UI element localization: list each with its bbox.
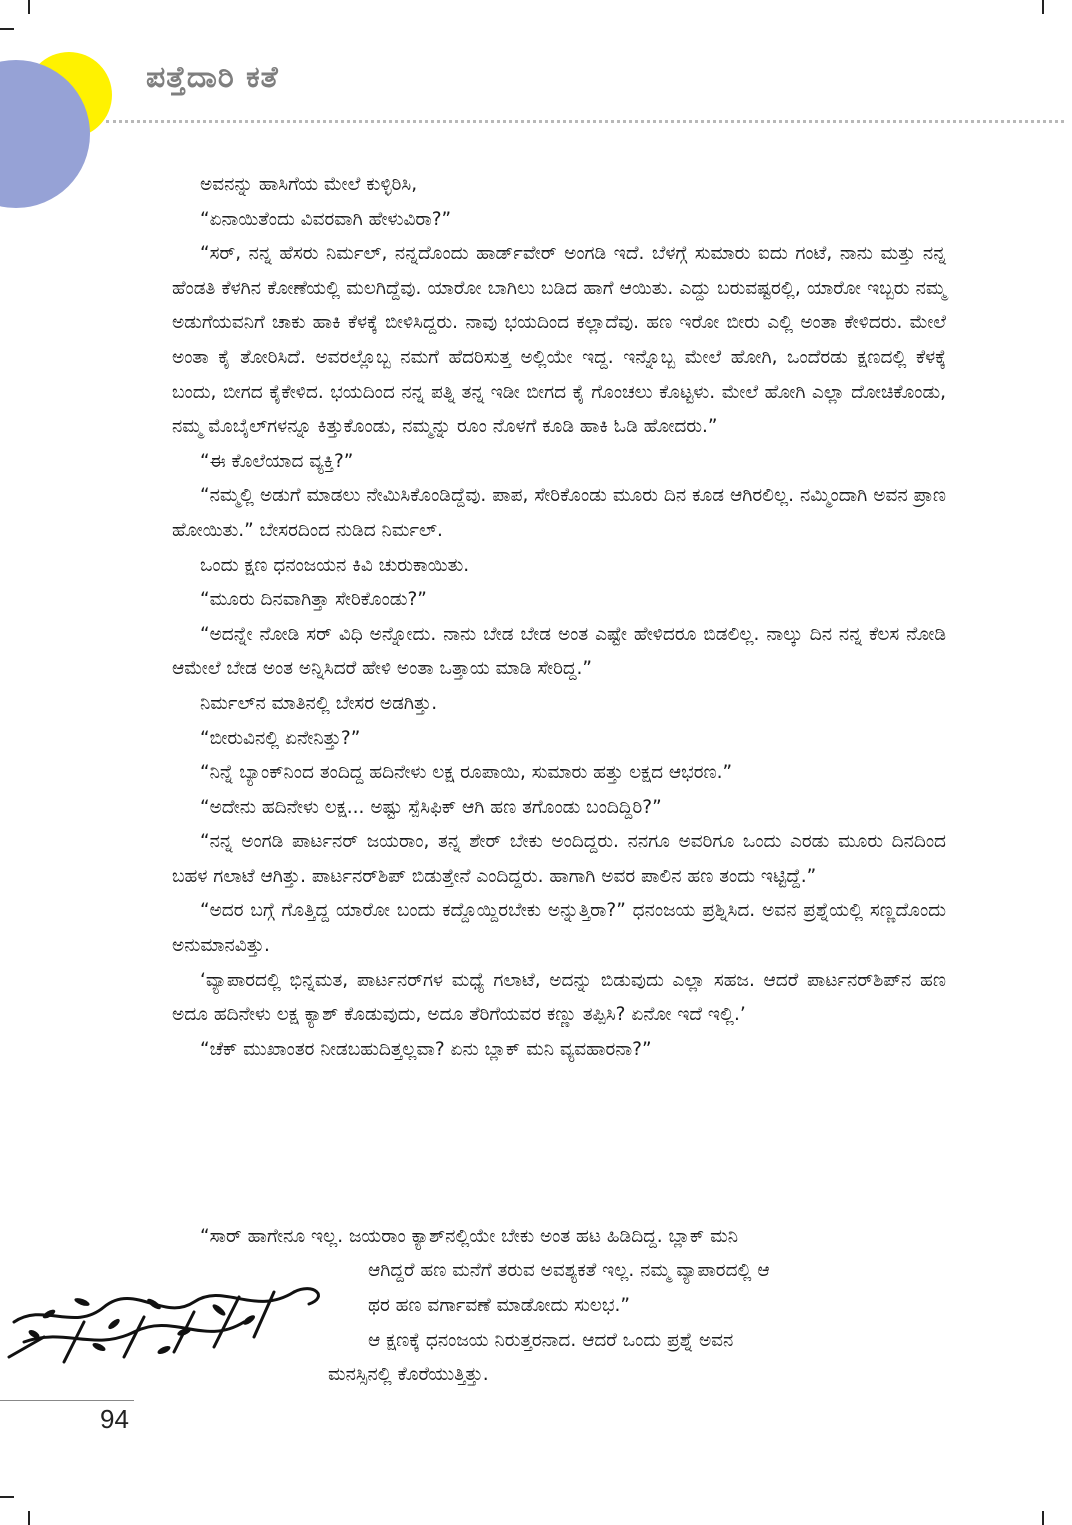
page-number: 94	[100, 1404, 129, 1434]
footer-rule	[0, 1400, 134, 1401]
story-body	[172, 168, 946, 1067]
paragraph: ಅವನನ್ನು ಹಾಸಿಗೆಯ ಮೇಲೆ ಕುಳ್ಳಿರಿಸಿ,	[200, 174, 418, 195]
paragraph: “ಅದರ ಬಗ್ಗೆ ಗೊತ್ತಿದ್ದ ಯಾರೋ ಬಂದು ಕದ್ದೊಯ್ದಿರಬೇಕು ಅನ್ನುತ್ತಿರಾ?” ಧನಂಜಯ ಪ್ರಶ್ನಿಸಿದ. ಅವನ ಪ್ರಶ್ನೆಯಲ್ಲಿ ಸಣ್ಣದೊಂದು ಅನುಮಾನವಿತ್ತು.	[172, 900, 946, 957]
tail-line: ಆ ಕ್ಷಣಕ್ಕೆ ಧನಂಜಯ ನಿರುತ್ತರನಾದ. ಆದರೆ ಒಂದು ಪ್ರಶ್ನೆ ಅವನ	[368, 1330, 734, 1351]
paragraph: “ಏನಾಯಿತೆಂದು ವಿವರವಾಗಿ ಹೇಳುವಿರಾ?”	[200, 208, 452, 230]
paragraph: “ಸರ್, ನನ್ನ ಹೆಸರು ನಿರ್ಮಲ್, ನನ್ನದೊಂದು ಹಾರ್ಡ್‌ವೇರ್ ಅಂಗಡಿ ಇದೆ. ಬೆಳಗ್ಗೆ ಸುಮಾರು ಐದು ಗಂಟೆ, ನಾನು ಮತ್ತು ನನ್ನ ಹೆಂಡತಿ ಕೆಳಗಿನ ಕೋಣೆಯಲ್ಲಿ ಮಲಗಿದ್ದೆವು. ಯಾರೋ ಬಾಗಿಲು ಬಡಿದ ಹಾಗೆ ಆಯಿತು. ಎದ್ದು ಬರುವಷ್ಟರಲ್ಲಿ, ಯಾರೋ ಇಬ್ಬರು ನಮ್ಮ ಅಡುಗೆಯವನಿಗೆ ಚಾಕು ಹಾಕಿ ಕೆಳಕ್ಕೆ ಬೀಳಿಸಿದ್ದರು. ನಾವು ಭಯದಿಂದ ಕಲ್ಲಾದೆವು. ಹಣ ಇರೋ ಬೀರು ಎಲ್ಲಿ ಅಂತಾ ಕೇಳಿದರು. ಮೇಲೆ ಅಂತಾ ಕೈ ತೋರಿಸಿದೆ. ಅವರಲ್ಲೊಬ್ಬ ನಮಗೆ ಹೆದರಿಸುತ್ತ ಅಲ್ಲಿಯೇ ಇದ್ದ. ಇನ್ನೊಬ್ಬ ಮೇಲೆ ಹೋಗಿ, ಒಂದೆರಡು ಕ್ಷಣದಲ್ಲಿ ಕೆಳಕ್ಕೆ ಬಂದು, ಬೀಗದ ಕೈಕೇಳಿದ. ಭಯದಿಂದ ನನ್ನ ಪತ್ನಿ ತನ್ನ ಇಡೀ ಬೀಗದ ಕೈ ಗೊಂಚಲು ಕೊಟ್ಟಳು. ಮೇಲೆ ಹೋಗಿ ಎಲ್ಲಾ ದೋಚಿಕೊಂಡು, ನಮ್ಮ ಮೊಬೈಲ್‌ಗಳನ್ನೂ ಕಿತ್ತುಕೊಂಡು, ನಮ್ಮನ್ನು ರೂಂ ನೊಳಗೆ ಕೂಡಿ ಹಾಕಿ ಓಡಿ ಹೋದರು.”	[172, 243, 946, 438]
crop-mark	[0, 28, 14, 30]
ink-doodle-illustration	[4, 1262, 334, 1372]
crop-mark	[1042, 1511, 1044, 1525]
paragraph: “ಈ ಕೊಲೆಯಾದ ವ್ಯಕ್ತಿ?”	[200, 450, 354, 472]
paragraph: “ನನ್ನ ಅಂಗಡಿ ಪಾರ್ಟನರ್ ಜಯರಾಂ, ತನ್ನ ಶೇರ್ ಬೇಕು ಅಂದಿದ್ದರು. ನನಗೂ ಅವರಿಗೂ ಒಂದು ಎರಡು ಮೂರು ದಿನದಿಂದ ಬಹಳ ಗಲಾಟೆ ಆಗಿತ್ತು. ಪಾರ್ಟನರ್‌ಶಿಪ್ ಬಿಡುತ್ತೇನೆ ಎಂದಿದ್ದರು. ಹಾಗಾಗಿ ಅವರ ಪಾಲಿನ ಹಣ ತಂದು ಇಟ್ಟಿದ್ದೆ.”	[172, 831, 946, 887]
paragraph: “ಬೀರುವಿನಲ್ಲಿ ಏನೇನಿತ್ತು?”	[200, 727, 361, 749]
header-dotted-rule	[106, 120, 1064, 123]
paragraph: “ನಮ್ಮಲ್ಲಿ ಅಡುಗೆ ಮಾಡಲು ನೇಮಿಸಿಕೊಂಡಿದ್ದೆವು. ಪಾಪ, ಸೇರಿಕೊಂಡು ಮೂರು ದಿನ ಕೂಡ ಆಗಿರಲಿಲ್ಲ. ನಮ್ಮಿಂದಾಗಿ ಅವನ ಪ್ರಾಣ ಹೋಯಿತು.” ಬೇಸರದಿಂದ ನುಡಿದ ನಿರ್ಮಲ್.	[172, 485, 946, 541]
paragraph: ನಿರ್ಮಲ್‌ನ ಮಾತಿನಲ್ಲಿ ಬೇಸರ ಅಡಗಿತ್ತು.	[200, 692, 438, 714]
paragraph: “ನಿನ್ನೆ ಬ್ಯಾಂಕ್‌ನಿಂದ ತಂದಿದ್ದ ಹದಿನೇಳು ಲಕ್ಷ ರೂಪಾಯಿ, ಸುಮಾರು ಹತ್ತು ಲಕ್ಷದ ಆಭರಣ.”	[200, 762, 733, 784]
paragraph: “ಮೂರು ದಿನವಾಗಿತ್ತಾ ಸೇರಿಕೊಂಡು?”	[200, 589, 427, 611]
tail-line: ಆಗಿದ್ದರೆ ಹಣ ಮನೆಗೆ ತರುವ ಅವಶ್ಯಕತೆ ಇಲ್ಲ. ನಮ್ಮ ವ್ಯಾಪಾರದಲ್ಲಿ ಆ	[368, 1260, 770, 1281]
paragraph: “ಅದೇನು ಹದಿನೇಳು ಲಕ್ಷ... ಅಷ್ಟು ಸ್ಪೆಸಿಫಿಕ್ ಆಗಿ ಹಣ ತಗೊಂಡು ಬಂದಿದ್ದಿರಿ?”	[200, 796, 662, 818]
paragraph: “ಚೆಕ್ ಮುಖಾಂತರ ನೀಡಬಹುದಿತ್ತಲ್ಲವಾ? ಏನು ಬ್ಲಾಕ್ ಮನಿ ವ್ಯವಹಾರನಾ?”	[200, 1038, 652, 1060]
crop-mark	[1042, 0, 1044, 14]
crop-mark	[28, 0, 30, 14]
crop-mark	[28, 1511, 30, 1525]
paragraph: “ಅದನ್ನೇ ನೋಡಿ ಸರ್ ವಿಧಿ ಅನ್ನೋದು. ನಾನು ಬೇಡ ಬೇಡ ಅಂತ ಎಷ್ಟೇ ಹೇಳಿದರೂ ಬಿಡಲಿಲ್ಲ. ನಾಲ್ಕು ದಿನ ನನ್ನ ಕೆಲಸ ನೋಡಿ ಆಮೇಲೆ ಬೇಡ ಅಂತ ಅನ್ನಿಸಿದರೆ ಹೇಳಿ ಅಂತಾ ಒತ್ತಾಯ ಮಾಡಿ ಸೇರಿದ್ದ.”	[172, 623, 946, 680]
running-header-title: ಪತ್ತೆದಾರಿ ಕತೆ	[146, 60, 279, 95]
paragraph: ‘ವ್ಯಾಪಾರದಲ್ಲಿ ಭಿನ್ನಮತ, ಪಾರ್ಟನರ್‌ಗಳ ಮಧ್ಯೆ ಗಲಾಟೆ, ಅದನ್ನು ಬಿಡುವುದು ಎಲ್ಲಾ ಸಹಜ. ಆದರೆ ಪಾರ್ಟನರ್‌ಶಿಪ್‌ನ ಹಣ ಅದೂ ಹದಿನೇಳು ಲಕ್ಷ ಕ್ಯಾಶ್ ಕೊಡುವುದು, ಅದೂ ತೆರಿಗೆಯವರ ಕಣ್ಣು ತಪ್ಪಿಸಿ? ಏನೋ ಇದೆ ಇಲ್ಲಿ.’	[172, 969, 946, 1026]
tail-line: ಥರ ಹಣ ವರ್ಗಾವಣೆ ಮಾಡೋದು ಸುಲಭ.”	[368, 1295, 630, 1316]
crop-mark	[0, 1496, 14, 1498]
paragraph: ಒಂದು ಕ್ಷಣ ಧನಂಜಯನ ಕಿವಿ ಚುರುಕಾಯಿತು.	[200, 554, 470, 576]
tail-line: ಮನಸ್ಸಿನಲ್ಲಿ ಕೊರೆಯುತ್ತಿತ್ತು.	[328, 1364, 489, 1385]
tail-line: “ಸಾರ್ ಹಾಗೇನೂ ಇಲ್ಲ. ಜಯರಾಂ ಕ್ಯಾಶ್‌ನಲ್ಲಿಯೇ ಬೇಕು ಅಂತ ಹಟ ಹಿಡಿದಿದ್ದ. ಬ್ಲಾಕ್ ಮನಿ	[200, 1226, 738, 1247]
